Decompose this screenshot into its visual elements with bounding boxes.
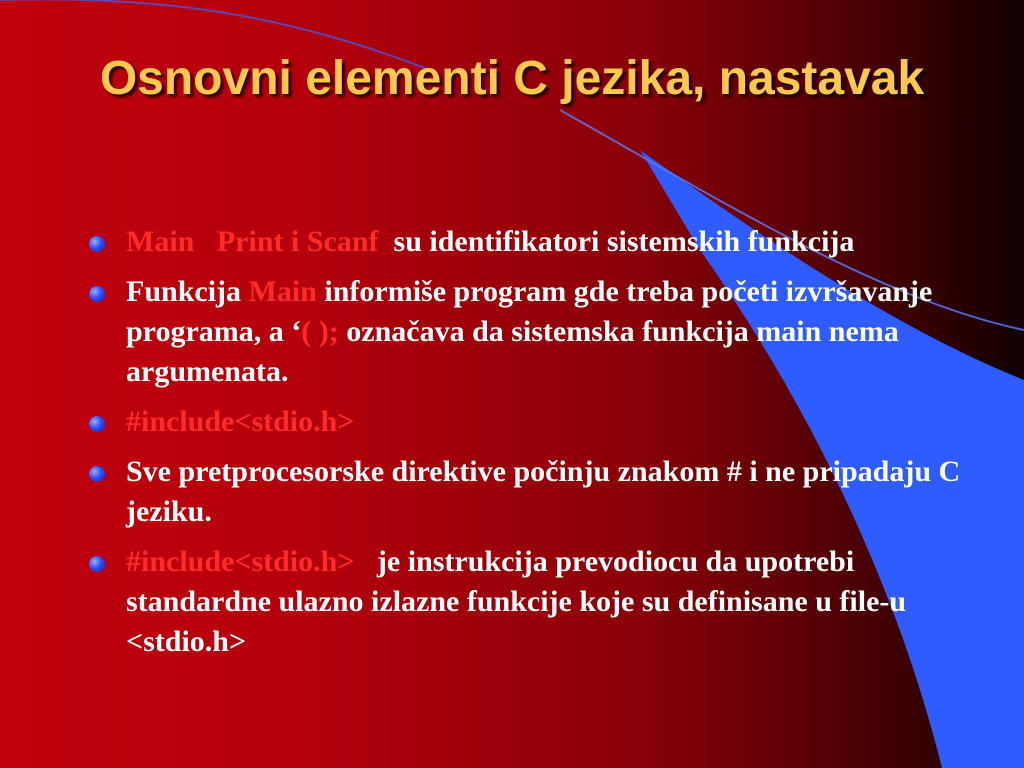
- highlight-parens: ( );: [301, 315, 339, 348]
- bullet-icon: [89, 466, 105, 482]
- highlight-print-scanf: Print i Scanf: [216, 225, 379, 258]
- bullet-icon: [89, 556, 105, 572]
- bullet-list: [86, 222, 966, 672]
- bullet-text: Sve pretprocesorske direktive počinju znakom # i ne pripadaju C jeziku.: [126, 455, 961, 528]
- bullet-text: informiše program gde treba početi izvršavanje programa, a ‘: [126, 275, 933, 348]
- bullet-text: je instrukcija prevodiocu da upotrebi standardne ulazno izlazne funkcije koje su definisane u file-u <stdio.h>: [126, 545, 907, 658]
- bullet-item: [86, 272, 966, 392]
- bullet-icon: [89, 236, 105, 252]
- slide-title: Osnovni elementi C jezika, nastavak: [99, 52, 925, 105]
- bullet-icon: [89, 286, 105, 302]
- bullet-item: [86, 452, 966, 532]
- bullet-item: [86, 402, 966, 442]
- bullet-icon: [89, 416, 105, 432]
- highlight-include: #include<stdio.h>: [126, 545, 355, 578]
- bullet-item: [86, 222, 966, 262]
- highlight-main: Main: [248, 275, 317, 308]
- bullet-text: označava da sistemska funkcija main nema argumenata.: [126, 315, 899, 388]
- highlight-main: Main: [126, 225, 195, 258]
- bullet-text: Funkcija: [126, 275, 249, 308]
- bullet-text: su identifikatori sistemskih funkcija: [393, 225, 855, 258]
- bullet-item: [86, 542, 966, 662]
- highlight-include: #include<stdio.h>: [126, 405, 355, 438]
